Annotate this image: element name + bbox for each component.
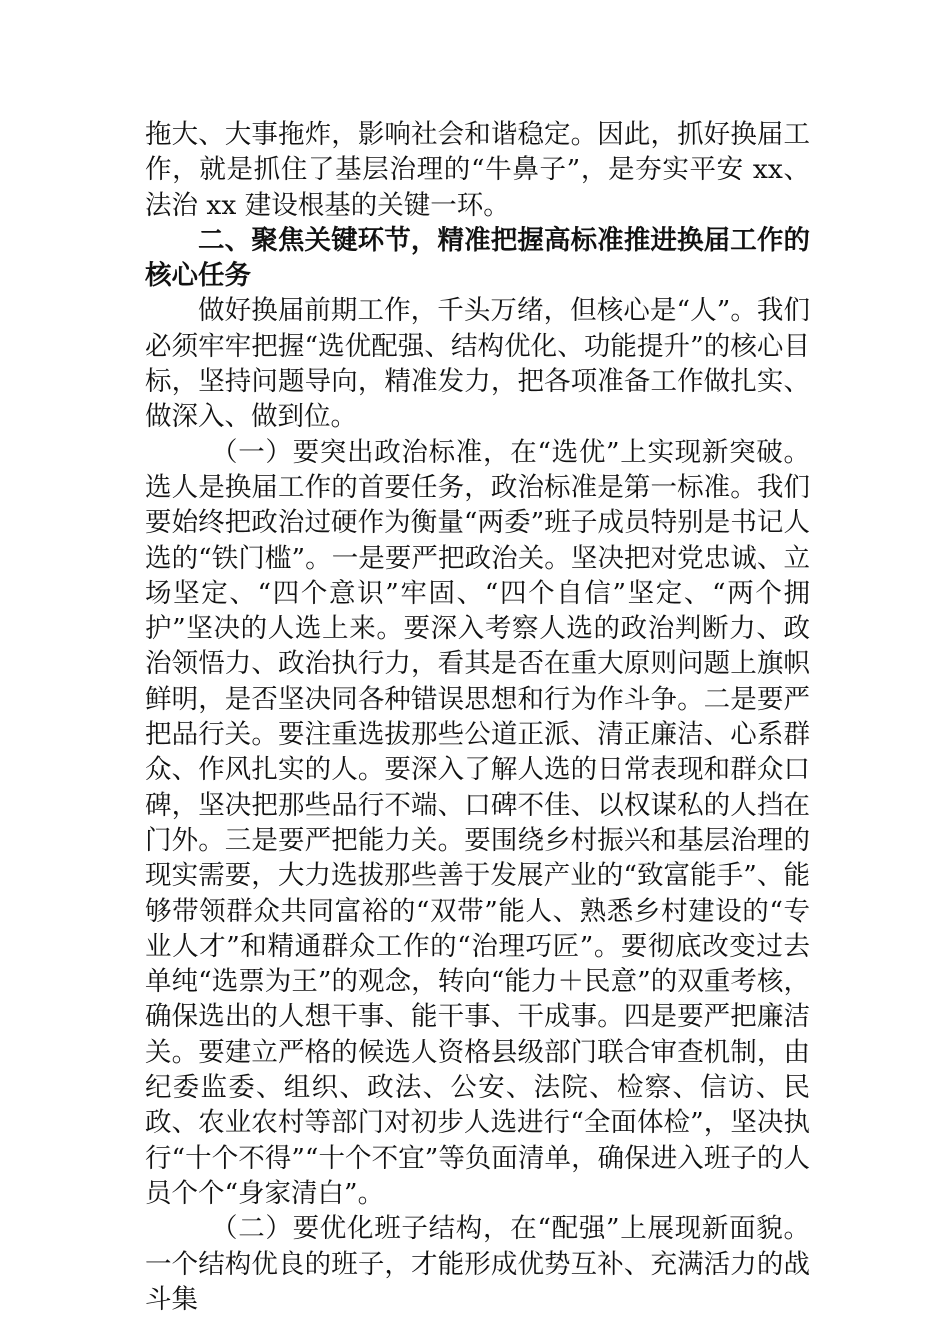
paragraph-continued: 拖大、大事拖炸，影响社会和谐稳定。因此，抓好换届工作，就是抓住了基层治理的“牛鼻子”，是夯实平安 xx、法治 xx 建设根基的关键一环。 xyxy=(145,119,810,221)
paragraph-intro: 做好换届前期工作，千头万绪，但核心是“人”。我们必须牢牢把握“选优配强、结构优化、功能提升”的核心目标，坚持问题导向，精准发力，把各项准备工作做扎实、做深入、做到位。 xyxy=(145,295,810,433)
section-heading: 二、聚焦关键环节，精准把握高标准推进换届工作的核心任务 xyxy=(145,224,810,292)
paragraph-point-two: （二）要优化班子结构，在“配强”上展现新面貌。一个结构优良的班子，才能形成优势互补、充满活力的战斗集 xyxy=(145,1213,810,1315)
document-body xyxy=(145,117,810,1317)
paragraph-point-one: （一）要突出政治标准，在“选优”上实现新突破。选人是换届工作的首要任务，政治标准是第一标准。我们要始终把政治过硬作为衡量“两委”班子成员特别是书记人选的“铁门槛”。一是要严把政治关。坚决把对党忠诚、立场坚定、“四个意识”牢固、“四个自信”坚定、“两个拥护”坚决的人选上来。要深入考察人选的政治判断力、政治领悟力、政治执行力，看其是否在重大原则问题上旗帜鲜明，是否坚决同各种错误思想和行为作斗争。二是要严把品行关。要注重选拔那些公道正派、清正廉洁、心系群众、作风扎实的人。要深入了解人选的日常表现和群众口碑，坚决把那些品行不端、口碑不佳、以权谋私的人挡在门外。三是要严把能力关。要围绕乡村振兴和基层治理的现实需要，大力选拔那些善于发展产业的“致富能手”、能够带领群众共同富裕的“双带”能人、熟悉乡村建设的“专业人才”和精通群众工作的“治理巧匠”。要彻底改变过去单纯“选票为王”的观念，转向“能力＋民意”的双重考核，确保选出的人想干事、能干事、干成事。四是要严把廉洁关。要建立严格的候选人资格县级部门联合审查机制，由纪委监委、组织、政法、公安、法院、检察、信访、民政、农业农村等部门对初步人选进行“全面体检”，坚决执行“十个不得”“十个不宜”等负面清单，确保进入班子的人员个个“身家清白”。 xyxy=(145,436,810,1209)
